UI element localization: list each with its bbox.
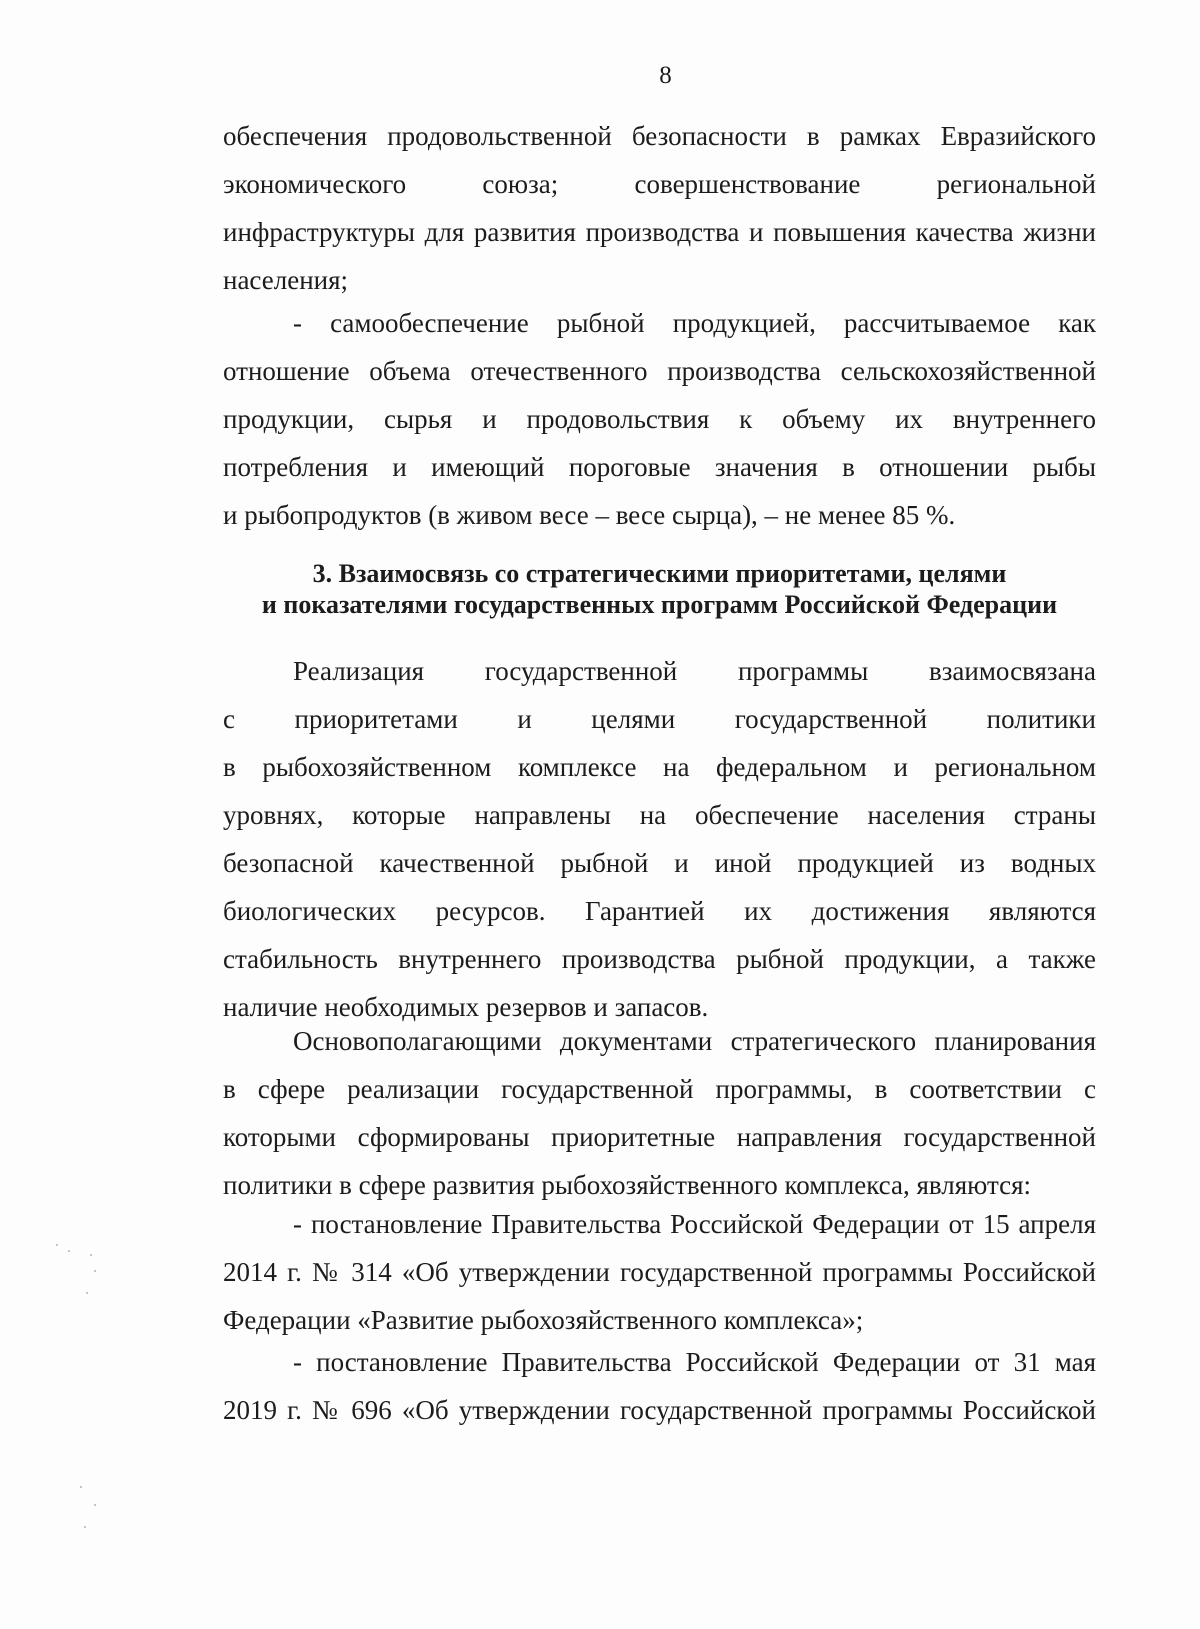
- text-line: населения;: [223, 265, 349, 295]
- scan-artifact: [50, 1240, 110, 1300]
- paragraph-continuation: [223, 112, 1096, 304]
- text-line: - постановление Правительства Российской Федерации от 31 мая: [293, 1347, 1096, 1377]
- paragraph-foundational-documents: [223, 1017, 1096, 1209]
- text-line: обеспечения продовольственной безопасности в рамках Евразийского: [223, 121, 1096, 151]
- page-number: 8: [659, 62, 672, 89]
- heading-line: и показателями государственных программ Российской Федерации: [261, 590, 1058, 619]
- text-line: уровнях, которые направлены на обеспечение населения страны: [223, 800, 1096, 830]
- text-line: продукции, сырья и продовольствия к объему их внутреннего: [223, 404, 1096, 434]
- paragraph-relationship: [223, 647, 1096, 1031]
- text-line: и рыбопродуктов (в живом весе – весе сырца), – не менее 85 %.: [223, 500, 956, 530]
- text-line: биологических ресурсов. Гарантией их достижения являются: [223, 896, 1096, 926]
- section-heading: [223, 558, 1096, 620]
- text-line: наличие необходимых резервов и запасов.: [223, 992, 709, 1022]
- text-line: безопасной качественной рыбной и иной продукцией из водных: [223, 848, 1096, 878]
- text-line: 2019 г. № 696 «Об утверждении государственной программы Российской: [223, 1395, 1096, 1425]
- text-line: инфраструктуры для развития производства и повышения качества жизни: [223, 217, 1096, 247]
- text-line: Реализация государственной программы взаимосвязана: [293, 656, 1096, 686]
- text-line: - постановление Правительства Российской Федерации от 15 апреля: [293, 1209, 1096, 1239]
- text-line: потребления и имеющий пороговые значения в отношении рыбы: [223, 452, 1096, 482]
- list-item-resolution-314: [223, 1200, 1096, 1344]
- text-line: политики в сфере развития рыбохозяйственного комплекса, являются:: [223, 1170, 1032, 1200]
- text-line: Основополагающими документами стратегического планирования: [293, 1026, 1096, 1056]
- text-line: 2014 г. № 314 «Об утверждении государственной программы Российской: [223, 1257, 1096, 1287]
- text-line: стабильность внутреннего производства рыбной продукции, а также: [223, 944, 1096, 974]
- text-line: - самообеспечение рыбной продукцией, рассчитываемое как: [293, 308, 1096, 338]
- heading-line: 3. Взаимосвязь со стратегическими приоритетами, целями: [312, 559, 1007, 588]
- text-line: экономического союза; совершенствование региональной: [223, 169, 1096, 199]
- text-line: в рыбохозяйственном комплексе на федеральном и региональном: [223, 752, 1096, 782]
- text-line: с приоритетами и целями государственной политики: [223, 704, 1096, 734]
- scan-artifact: [50, 1480, 110, 1540]
- text-line: отношение объема отечественного производства сельскохозяйственной: [223, 356, 1096, 386]
- text-line: в сфере реализации государственной программы, в соответствии с: [223, 1074, 1096, 1104]
- text-line: Федерации «Развитие рыбохозяйственного комплекса»;: [223, 1305, 864, 1335]
- list-item-resolution-696: [223, 1338, 1096, 1434]
- text-line: которыми сформированы приоритетные направления государственной: [223, 1122, 1096, 1152]
- paragraph-self-sufficiency: [223, 299, 1096, 539]
